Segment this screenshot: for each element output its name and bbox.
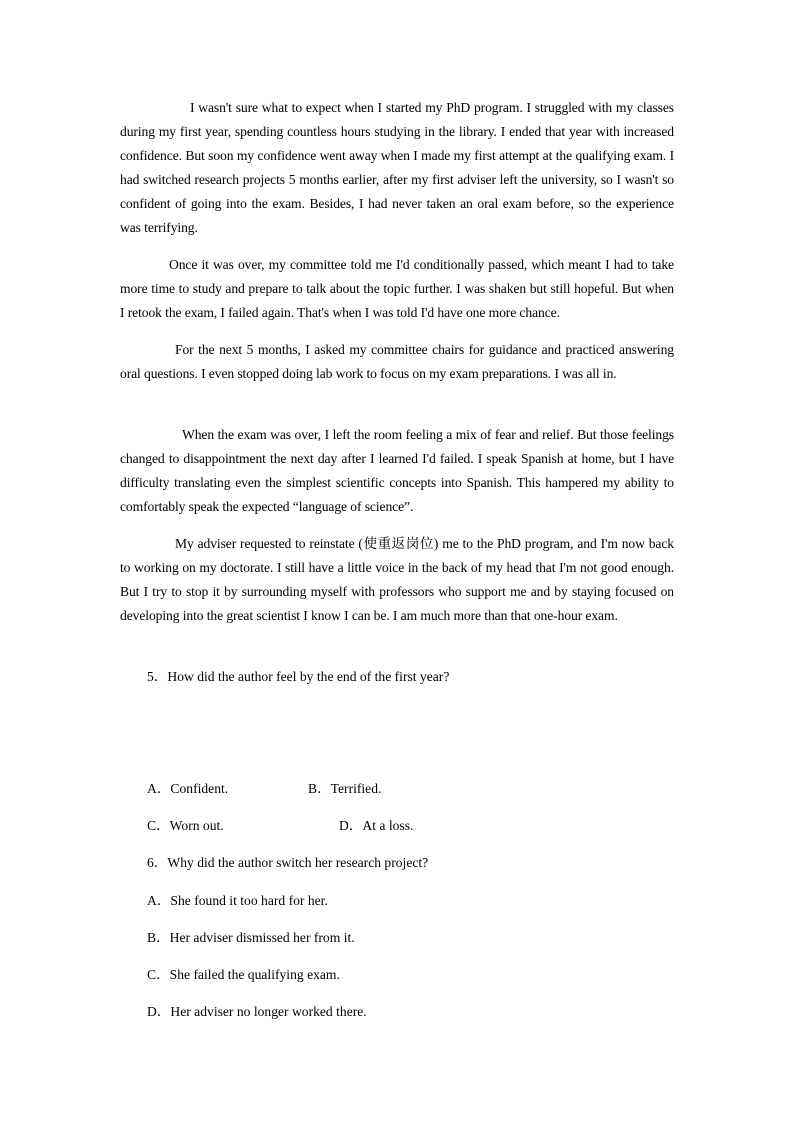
question-6-stem: 6．Why did the author switch her research project? xyxy=(147,855,429,870)
passage-paragraph-5: My adviser requested to reinstate (使重返岗位) me to the PhD program, and I'm now back to working on my doctorate. I still have a little voice in the back of my head that I'm not good enough. But I try to stop it by surrounding myself with professors who support me and by staying focused on developing into the great scientist I know I can be. I am much more than that one-hour exam. xyxy=(120,536,674,623)
question-5-option-c[interactable]: C．Worn out. xyxy=(147,818,224,833)
question-5-option-d[interactable]: D．At a loss. xyxy=(339,818,414,833)
passage-paragraph-1: I wasn't sure what to expect when I started my PhD program. I struggled with my classes during my first year, spending countless hours studying in the library. I ended that year with increased confidence. But soon my confidence went away when I made my first attempt at the qualifying exam. I had switched research projects 5 months earlier, after my first adviser left the university, so I wasn't so confident of going into the exam. Besides, I had never taken an oral exam before, so the experience was terrifying. xyxy=(120,100,674,235)
question-5-stem: 5．How did the author feel by the end of the first year? xyxy=(147,669,450,684)
passage-paragraph-2: Once it was over, my committee told me I'd conditionally passed, which meant I had to take more time to study and prepare to talk about the topic further. I was shaken but still hopeful. But when I retook the exam, I failed again. That's when I was told I'd have one more chance. xyxy=(120,257,674,320)
passage-paragraph-4: When the exam was over, I left the room feeling a mix of fear and relief. But those feelings changed to disappointment the next day after I learned I'd failed. I speak Spanish at home, but I have difficulty translating even the simplest scientific concepts into Spanish. This hampered my ability to comfortably speak the expected “language of science”. xyxy=(120,427,674,514)
question-6-option-c[interactable]: C．She failed the qualifying exam. xyxy=(147,967,340,982)
question-6-option-d[interactable]: D．Her adviser no longer worked there. xyxy=(147,1004,367,1019)
question-5-option-b[interactable]: B．Terrified. xyxy=(308,781,382,796)
question-6-option-a[interactable]: A．She found it too hard for her. xyxy=(147,893,328,908)
question-6-option-b[interactable]: B．Her adviser dismissed her from it. xyxy=(147,930,355,945)
passage-paragraph-3: For the next 5 months, I asked my committee chairs for guidance and practiced answering oral questions. I even stopped doing lab work to focus on my exam preparations. I was all in. xyxy=(120,342,674,381)
question-5-option-a[interactable]: A．Confident. xyxy=(147,781,229,796)
